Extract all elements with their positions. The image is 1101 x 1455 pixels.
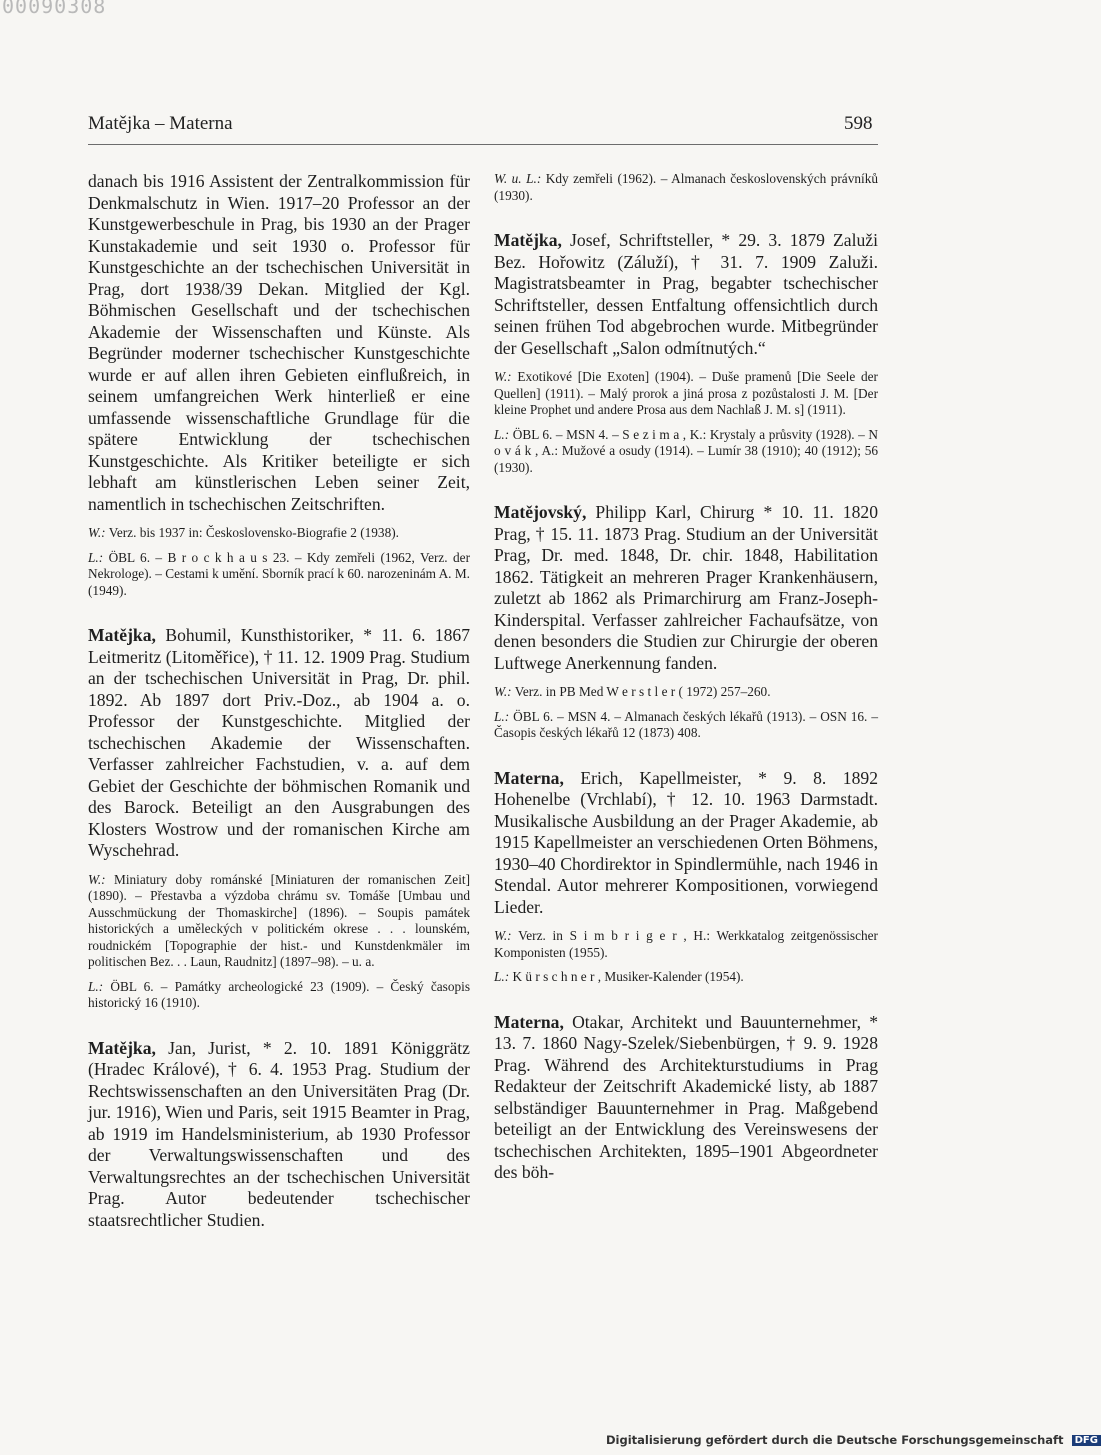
headword: Matějka, bbox=[494, 230, 562, 250]
literature-note: L.: ÖBL 6. – MSN 4. – S e z i m a , K.: Krystaly a průsvity (1928). – N o v á k , A.: Mužové a osudy (1914). – Lumír 38 (1910); 40 (1912); 56 (1930). bbox=[494, 426, 879, 475]
literature-label: L.: bbox=[494, 426, 510, 442]
headword: Materna, bbox=[494, 767, 564, 788]
literature-label: L.: bbox=[88, 549, 104, 565]
dfg-logo: DFG bbox=[1072, 1435, 1101, 1446]
entry-materna-otakar bbox=[494, 1012, 878, 1184]
entry-text: danach bis 1916 Assistent der Zentralkommission für Denkmalschutz in Wien. 1917–20 Professor an der Kunstgewerbeschule in Prag, bis 1930 an der Prager Kunstakademie und seit 1930 o. Professor für Kunstgeschichte an der tschechischen Universität in Prag, dort 1938/39 Dekan. Mitglied der Kgl. Böhmischen Gesellschaft und der tschechischen Akademie der Wissenschaften und Künste. Als Begründer moderner tschechischer Kunstgeschichte wurde er auf allen ihren Gebieten einflußreich, in seinem umfangreichen Werk hinterließ er eine umfassende wissenschaftliche Grundlage für die spätere Entwicklung der tschechischen Kunstgeschichte. Als Kritiker beteiligte er sich lebhaft am künstlerischen Leben seiner Zeit, namentlich in tschechischen Zeitschriften. bbox=[88, 171, 470, 514]
entry-materna-erich bbox=[494, 768, 878, 986]
works-note: W.: Exotikové [Die Exoten] (1904). – Duše pramenů [Die Seele der Quellen] (1911). – Malý prorok a jiná prosa z pozůstalosti J. M. [Der kleine Prophet und andere Prosa aus dem Nachlaß J. M. s] (1911). bbox=[494, 369, 878, 417]
headword: Materna, bbox=[494, 1011, 564, 1032]
right-column bbox=[494, 171, 878, 1210]
entry-text: Materna, Otakar, Architekt und Bauunternehmer, * 13. 7. 1860 Nagy-Szelek/Siebenbürgen, † 9. 9. 1928 Prag. Während des Architekturstudiums in Prag Redakteur der Zeitschrift Akademické listy, ab 1887 selbständiger Bauunternehmer in Prag. Maßgebend beteiligt an der Entwicklung des Vereinswesens der tschechischen Architekten, 1895–1901 Abgeordneter des böh- bbox=[494, 1011, 878, 1182]
running-head: Matějka – Materna bbox=[88, 113, 233, 134]
works-label: W.: bbox=[88, 871, 106, 887]
entry-text: Materna, Erich, Kapellmeister, * 9. 8. 1892 Hohenelbe (Vrchlabí), † 12. 10. 1963 Darmstadt. Musikalische Ausbildung an der Prager Akademie, ab 1915 Kapellmeister an verschiedenen Orten Böhmens, 1930–40 Chordirektor in Spindlermühle, nach 1946 in Stendal. Autor mehrerer Kompositionen, vorwiegend Lieder. bbox=[494, 767, 879, 917]
entry-text: Matějka, Josef, Schriftsteller, * 29. 3. 1879 Zaluži Bez. Hořowitz (Záluží), † 31. 7. 1909 Zaluži. Magistratsbeamter in Prag, begabter tschechischer Schriftsteller, dessen Entfaltung offensichtlich durch seinen frühen Tod abgebrochen wurde. Mitbegründer der Gesellschaft „Salon odmítnutých.“ bbox=[494, 230, 878, 358]
scan-stamp: 00090308 bbox=[2, 0, 107, 18]
works-literature-note: W. u. L.: Kdy zemřeli (1962). – Almanach československých právníků (1930). bbox=[494, 171, 878, 203]
headword: Matějka, bbox=[88, 1037, 156, 1058]
literature-note: L.: ÖBL 6. – MSN 4. – Almanach českých lékařů (1913). – OSN 16. – Časopis českých lékařů 12 (1873) 408. bbox=[494, 708, 878, 740]
literature-note: L.: K ü r s c h n e r , Musiker-Kalender (1954). bbox=[494, 969, 744, 984]
works-note: W.: Verz. in S i m b r i g e r , H.: Werkkatalog zeitgenössischer Komponisten (1955). bbox=[494, 928, 878, 960]
entry-continuation bbox=[88, 171, 470, 599]
digitization-credit: Digitalisierung gefördert durch die Deutsche Forschungsgemeinschaft DFG bbox=[606, 1433, 1101, 1447]
literature-label: L.: bbox=[494, 708, 510, 724]
entry-matejka-bohumil bbox=[88, 625, 470, 1012]
entry-text: Matějovský, Philipp Karl, Chirurg * 10. 11. 1820 Prag, † 15. 11. 1873 Prag. Studium an der Universität Prag, Dr. med. 1848, Dr. chir. 1848, Habilitation 1862. Tätigkeit an mehreren Prager Krankenhäusern, zuletzt ab 1862 als Primarchirurg am Franz-Joseph-Kinderspital. Verfasser zahlreicher Fachaufsätze, von denen besonders die Studien zur Chirurgie der oberen Luftwege Anerkennung fanden. bbox=[494, 502, 878, 673]
entry-matejka-jan bbox=[88, 1038, 470, 1232]
headword: Matějka, bbox=[88, 625, 156, 645]
works-label: W.: bbox=[494, 928, 512, 943]
works-note: W.: Verz. in PB Med W e r s t l e r ( 1972) 257–260. bbox=[494, 684, 771, 699]
literature-label: L.: bbox=[88, 978, 104, 994]
works-label: W.: bbox=[494, 369, 512, 384]
literature-label: L.: bbox=[494, 969, 510, 984]
headword: Matějovský, bbox=[494, 502, 587, 522]
works-literature-label: W. u. L.: bbox=[494, 171, 542, 186]
page-number: 598 bbox=[844, 113, 873, 134]
entry-matejovsky bbox=[494, 502, 878, 742]
works-note: W.: Verz. bis 1937 in: Československo-Biografie 2 (1938). bbox=[88, 525, 399, 540]
works-note: W.: Miniatury doby románské [Miniaturen der romanischen Zeit] (1890). – Přestavba a výzdoba chrámu sv. Tomáše [Umbau und Ausschmückung der Thomaskirche] (1896). – Soupis památek historických a uměleckých v politickém okrese . . . lounském, roudnickém [Topographie der hist.- und Kunstdenkmäler im politischen Bez. . . Laun, Raudnitz] (1897–98). – u. a. bbox=[88, 871, 471, 969]
entry-continuation bbox=[494, 171, 878, 204]
left-column bbox=[88, 171, 470, 1257]
header-rule bbox=[88, 144, 878, 145]
works-label: W.: bbox=[88, 525, 106, 540]
entry-matejka-josef bbox=[494, 230, 878, 476]
works-label: W.: bbox=[494, 684, 512, 699]
entry-text: Matějka, Bohumil, Kunsthistoriker, * 11. 6. 1867 Leitmeritz (Litoměřice), † 11. 12. 1909 Prag. Studium an der tschechischen Universität in Prag, Dr. phil. 1892. Ab 1897 dort Priv.-Doz., ab 1904 a. o. Professor der Kunstgeschichte. Mitglied der tschechischen Akademie der Wissenschaften. Verfasser zahlreicher Fachstudien, v. a. auf dem Gebiet der Geschichte der böhmischen Romanik und des Barock. Beteiligt an den Ausgrabungen des Klosters Wostrow und der romanischen Kirche am Wyschehrad. bbox=[88, 625, 470, 860]
literature-note: L.: ÖBL 6. – B r o c k h a u s 23. – Kdy zemřeli (1962, Verz. der Nekrologe). – Cestami k umění. Sborník prací k 60. narozeninám A. M. (1949). bbox=[88, 549, 471, 598]
entry-text: Matějka, Jan, Jurist, * 2. 10. 1891 Königgrätz (Hradec Králové), † 6. 4. 1953 Prag. Studium der Rechtswissenschaften an den Universitäten Prag (Dr. jur. 1916), Wien und Paris, seit 1915 Beamter in Prag, ab 1919 im Handelsministerium, ab 1930 Professor der Verwaltungswissenschaften und des Verwaltungsrechtes an der tschechischen Universität Prag. Autor bedeutender tschechischer staatsrechtlicher Studien. bbox=[88, 1037, 470, 1230]
literature-note: L.: ÖBL 6. – Památky archeologické 23 (1909). – Český časopis historický 16 (1910). bbox=[88, 978, 470, 1010]
